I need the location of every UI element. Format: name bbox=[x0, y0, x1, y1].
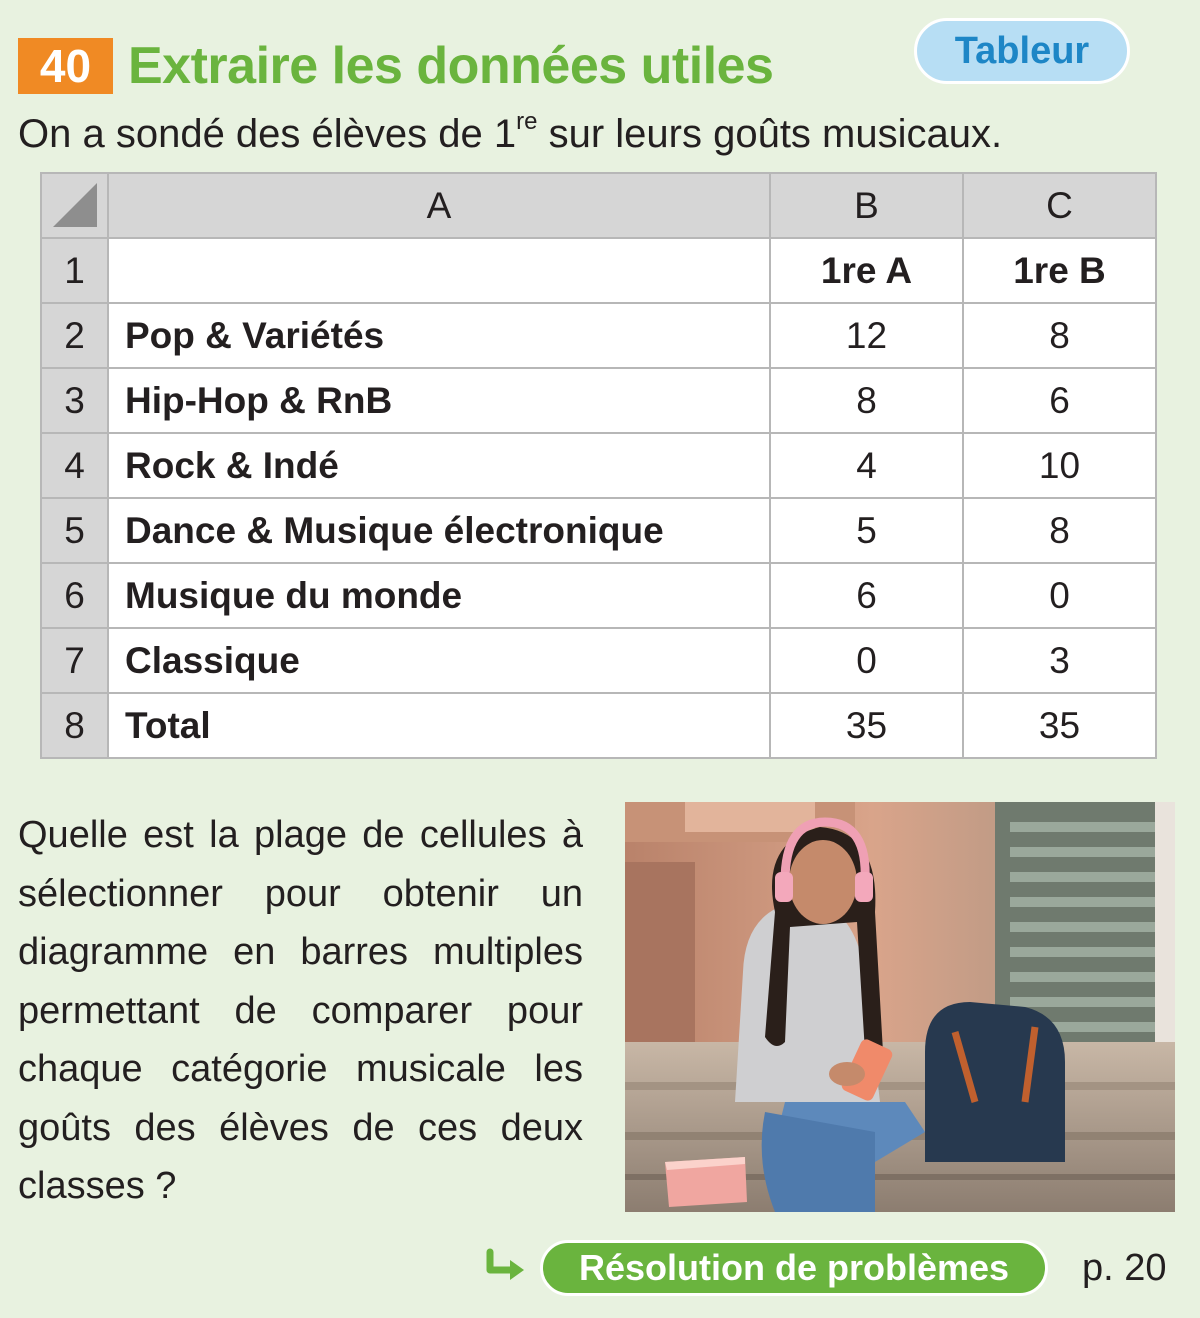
table-row bbox=[41, 368, 1156, 433]
cell-a2[interactable]: Pop & Variétés bbox=[108, 303, 770, 368]
row-header[interactable]: 6 bbox=[41, 563, 108, 628]
cell-b8[interactable]: 35 bbox=[770, 693, 963, 758]
cell-c2[interactable]: 8 bbox=[963, 303, 1156, 368]
select-all-triangle-icon bbox=[53, 183, 97, 227]
spreadsheet-table bbox=[40, 172, 1157, 759]
column-header-c[interactable]: C bbox=[963, 173, 1156, 238]
student-with-headphones-photo bbox=[625, 802, 1175, 1212]
table-row bbox=[41, 563, 1156, 628]
table-row bbox=[41, 303, 1156, 368]
cell-a5[interactable]: Dance & Musique électronique bbox=[108, 498, 770, 563]
cell-a7[interactable]: Classique bbox=[108, 628, 770, 693]
table-row bbox=[41, 498, 1156, 563]
cell-c8[interactable]: 35 bbox=[963, 693, 1156, 758]
cell-b3[interactable]: 8 bbox=[770, 368, 963, 433]
cell-c6[interactable]: 0 bbox=[963, 563, 1156, 628]
cell-c1[interactable]: 1re B bbox=[963, 238, 1156, 303]
intro-before: On a sondé des élèves de 1 bbox=[18, 112, 517, 156]
exercise-title: Extraire les données utiles bbox=[128, 37, 774, 95]
row-header[interactable]: 4 bbox=[41, 433, 108, 498]
footer-reference bbox=[486, 1242, 1186, 1294]
cell-a8[interactable]: Total bbox=[108, 693, 770, 758]
problem-solving-link[interactable]: Résolution de problèmes bbox=[540, 1240, 1048, 1296]
arrow-right-icon bbox=[486, 1248, 530, 1286]
page-reference: p. 20 bbox=[1082, 1247, 1167, 1289]
intro-after: sur leurs goûts musicaux. bbox=[537, 112, 1003, 156]
cell-b2[interactable]: 12 bbox=[770, 303, 963, 368]
row-header[interactable]: 5 bbox=[41, 498, 108, 563]
row-header[interactable]: 8 bbox=[41, 693, 108, 758]
table-row bbox=[41, 693, 1156, 758]
table-row bbox=[41, 433, 1156, 498]
cell-b6[interactable]: 6 bbox=[770, 563, 963, 628]
cell-b4[interactable]: 4 bbox=[770, 433, 963, 498]
table-row bbox=[41, 238, 1156, 303]
row-header[interactable]: 3 bbox=[41, 368, 108, 433]
exercise-number: 40 bbox=[18, 38, 113, 94]
column-header-b[interactable]: B bbox=[770, 173, 963, 238]
cell-a6[interactable]: Musique du monde bbox=[108, 563, 770, 628]
cell-c3[interactable]: 6 bbox=[963, 368, 1156, 433]
row-header[interactable]: 2 bbox=[41, 303, 108, 368]
cell-c4[interactable]: 10 bbox=[963, 433, 1156, 498]
cell-b5[interactable]: 5 bbox=[770, 498, 963, 563]
table-row bbox=[41, 628, 1156, 693]
cell-a4[interactable]: Rock & Indé bbox=[108, 433, 770, 498]
cell-b1[interactable]: 1re A bbox=[770, 238, 963, 303]
row-header[interactable]: 1 bbox=[41, 238, 108, 303]
cell-b7[interactable]: 0 bbox=[770, 628, 963, 693]
cell-c5[interactable]: 8 bbox=[963, 498, 1156, 563]
intro-sup: re bbox=[516, 108, 538, 135]
cell-a3[interactable]: Hip-Hop & RnB bbox=[108, 368, 770, 433]
select-all-corner[interactable] bbox=[41, 173, 108, 238]
intro-text bbox=[18, 106, 1002, 162]
cell-a1[interactable] bbox=[108, 238, 770, 303]
cell-c7[interactable]: 3 bbox=[963, 628, 1156, 693]
column-header-a[interactable]: A bbox=[108, 173, 770, 238]
row-header[interactable]: 7 bbox=[41, 628, 108, 693]
column-header-row bbox=[41, 173, 1156, 238]
question-text: Quelle est la plage de cellules à sélectionner pour obtenir un diagramme en barres multiples permettant de comparer pour chaque catégorie musicale les goûts des élèves de ces deux classes ? bbox=[18, 814, 583, 1207]
exercise-header bbox=[18, 30, 1188, 98]
tableur-badge: Tableur bbox=[914, 18, 1130, 84]
